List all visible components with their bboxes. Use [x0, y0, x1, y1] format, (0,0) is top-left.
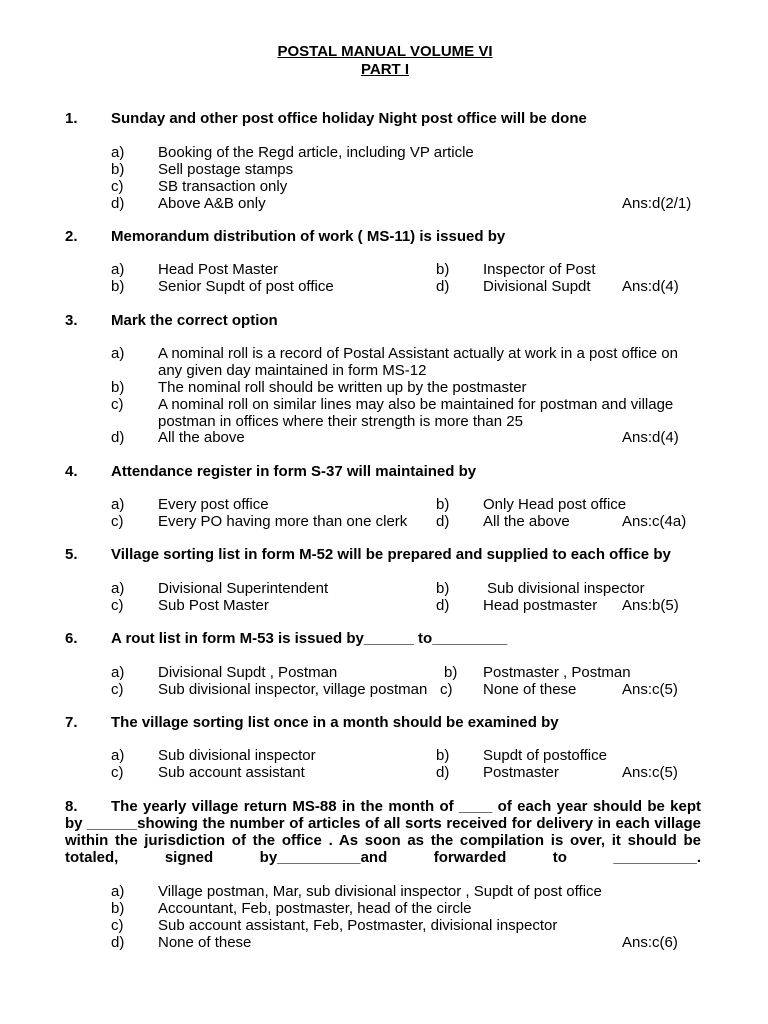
option-text: Postmaster , Postman [483, 664, 631, 681]
option-label: b) [436, 747, 450, 764]
answer: Ans:c(4a) [622, 513, 687, 530]
option-label: b) [436, 496, 450, 513]
option-label: a) [111, 580, 125, 597]
option-label: d) [111, 195, 125, 212]
option-text: Sub divisional inspector [487, 580, 645, 597]
option-text: Sub Post Master [158, 597, 269, 614]
question-text: The yearly village return MS-88 in the month of ____ of each year should be kept by ______showing the number of articles of all sorts received for delivery in each village within the jurisdiction of the office . As soon as the compilation is over, it should be totaled, signed by__________and forwarded to __________. [65, 798, 701, 866]
option-text: Inspector of Post [483, 261, 596, 278]
option-label: a) [111, 883, 125, 900]
option-text: Head postmaster [483, 597, 598, 614]
option-text: Sub divisional inspector [158, 747, 316, 764]
option-text: Postmaster [483, 764, 559, 781]
option-text: Only Head post office [483, 496, 627, 513]
option-text: Above A&B only [158, 195, 266, 212]
option-text: A nominal roll is a record of Postal Assistant actually at work in a post office on any given day maintained in form MS-12 [158, 345, 678, 379]
option-label: b) [436, 580, 450, 597]
option-text: Booking of the Regd article, including VP article [158, 144, 474, 161]
question-number: 4. [65, 463, 78, 480]
option-label: b) [111, 900, 125, 917]
answer: Ans:c(5) [622, 764, 678, 781]
option-text: Sub divisional inspector, village postman [158, 681, 428, 698]
option-text: All the above [483, 513, 570, 530]
question-text: Memorandum distribution of work ( MS-11) is issued by [111, 228, 506, 245]
option-label: d) [111, 934, 125, 951]
option-label: a) [111, 144, 125, 161]
question-number: 5. [65, 546, 78, 563]
question-text: Sunday and other post office holiday Night post office will be done [111, 110, 587, 127]
question-number: 6. [65, 630, 78, 647]
option-text: The nominal roll should be written up by the postmaster [158, 379, 527, 396]
document-subtitle: PART I [360, 61, 410, 78]
option-label: d) [436, 764, 450, 781]
option-label: c) [111, 597, 124, 614]
option-label: b) [111, 278, 125, 295]
option-text: Divisional Supdt , Postman [158, 664, 338, 681]
option-label: c) [111, 681, 124, 698]
option-label: a) [111, 664, 125, 681]
question-text: Attendance register in form S-37 will maintained by [111, 463, 477, 480]
option-label: d) [436, 278, 450, 295]
option-label: b) [111, 379, 125, 396]
question-number: 1. [65, 110, 78, 127]
answer: Ans:d(2/1) [622, 195, 692, 212]
answer: Ans:d(4) [622, 429, 679, 446]
option-text: Village postman, Mar, sub divisional inspector , Supdt of post office [158, 883, 602, 900]
option-text: Sell postage stamps [158, 161, 294, 178]
document-title: POSTAL MANUAL VOLUME VI [277, 43, 493, 60]
question-text: Village sorting list in form M-52 will be prepared and supplied to each office by [111, 546, 671, 563]
option-text: Every post office [158, 496, 269, 513]
option-label: c) [111, 917, 124, 934]
question-text: The village sorting list once in a month should be examined by [111, 714, 559, 731]
option-label: a) [111, 261, 125, 278]
option-label: c) [111, 396, 124, 413]
option-text: Senior Supdt of post office [158, 278, 334, 295]
answer: Ans:c(6) [622, 934, 678, 951]
option-label: c) [111, 178, 124, 195]
option-text: Accountant, Feb, postmaster, head of the circle [158, 900, 472, 917]
option-text: Sub account assistant [158, 764, 305, 781]
question-text: Mark the correct option [111, 312, 278, 329]
option-text: SB transaction only [158, 178, 288, 195]
option-text: Every PO having more than one clerk [158, 513, 408, 530]
option-label: d) [111, 429, 125, 446]
option-text: Sub account assistant, Feb, Postmaster, divisional inspector [158, 917, 558, 934]
question-number: 8. [65, 798, 78, 815]
option-label: b) [444, 664, 458, 681]
option-text: Divisional Superintendent [158, 580, 329, 597]
option-label: b) [436, 261, 450, 278]
option-label: a) [111, 496, 125, 513]
option-text: Supdt of postoffice [483, 747, 607, 764]
option-text: Divisional Supdt [483, 278, 591, 295]
question-number: 7. [65, 714, 78, 731]
option-text: None of these [483, 681, 577, 698]
question-8-paragraph [65, 798, 701, 883]
question-number: 3. [65, 312, 78, 329]
option-label: a) [111, 345, 125, 362]
option-label: a) [111, 747, 125, 764]
answer: Ans:d(4) [622, 278, 679, 295]
option-text: None of these [158, 934, 252, 951]
option-text: All the above [158, 429, 245, 446]
option-label: d) [436, 513, 450, 530]
option-label: c) [440, 681, 453, 698]
option-label: b) [111, 161, 125, 178]
option-text: A nominal roll on similar lines may also be maintained for postman and village postman in offices where their strength is more than 25 [158, 396, 674, 430]
answer: Ans:c(5) [622, 681, 678, 698]
answer: Ans:b(5) [622, 597, 679, 614]
option-label: d) [436, 597, 450, 614]
question-text: A rout list in form M-53 is issued by______ to_________ [111, 630, 508, 647]
option-label: c) [111, 764, 124, 781]
question-number: 2. [65, 228, 78, 245]
option-label: c) [111, 513, 124, 530]
option-text: Head Post Master [158, 261, 279, 278]
